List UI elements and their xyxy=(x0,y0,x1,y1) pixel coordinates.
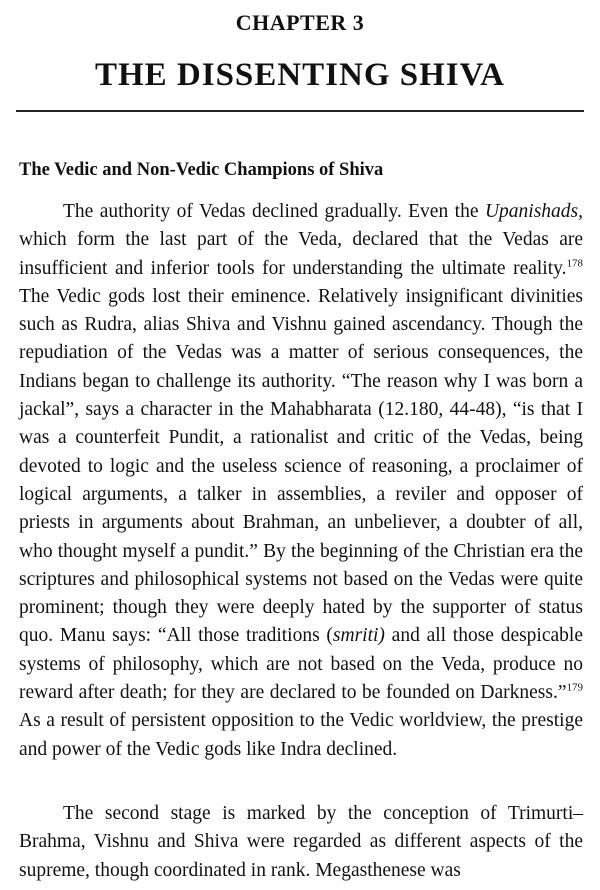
body-paragraph-2 xyxy=(19,800,583,885)
para2-text: The second stage is marked by the conception of Trimurti–Brahma, Vishnu and Shiva were regarded as different aspects of the supreme, though coordinated in rank. Megasthenese was xyxy=(19,803,583,881)
body-paragraph-1 xyxy=(19,198,583,764)
para1-italic-upanishads: Upanishads, xyxy=(484,201,583,222)
para1-text-3: The Vedic gods lost their eminence. Relatively insignificant divinities such as Rudra, alias Shiva and Vishnu gained ascendancy. Though the repudiation of the Vedas was a matter of serious consequences, the Indians began to challenge its authority. “The reason why I was born a jackal”, says a character in the Mahabharata (12.180, 44-48), “is that I was a counterfeit Pundit, a rationalist and critic of the Vedas, being devoted to logic and the useless science of reasoning, a proclaimer of logical arguments, a talker in assemblies, a reviler and opposer of priests in arguments about Brahman, an unbeliever, a doubter of all, who thought myself a pundit.” By the beginning of the Christian era the scriptures and philosophical systems not based on the Vedas were quite prominent; though they were deeply hated by the supporter of status quo. Manu says: “All those traditions ( xyxy=(19,285,583,647)
para1-text-5: As a result of persistent opposition to the Vedic worldview, the prestige and power of the Vedic gods like Indra declined. xyxy=(19,710,583,760)
footnote-ref-179: 179 xyxy=(566,681,583,694)
section-heading: The Vedic and Non-Vedic Champions of Shiva xyxy=(19,160,384,180)
chapter-title: THE DISSENTING SHIVA xyxy=(94,57,506,93)
para1-text-2: which form the last part of the Veda, declared that the Vedas are insufficient and inferior tools for understanding the ultimate reality. xyxy=(19,229,583,279)
para1-italic-smriti: smriti) xyxy=(332,625,385,647)
title-rule xyxy=(16,110,584,112)
para1-text-1: The authority of Vedas declined gradually. Even the xyxy=(63,201,485,222)
chapter-label: CHAPTER 3 xyxy=(235,10,365,35)
footnote-ref-178: 178 xyxy=(566,257,583,270)
para1-text-4: and all those despicable systems of philosophy, which are not based on the Veda, produce no reward after death; for they are declared to be founded on Darkness.” xyxy=(19,625,583,704)
